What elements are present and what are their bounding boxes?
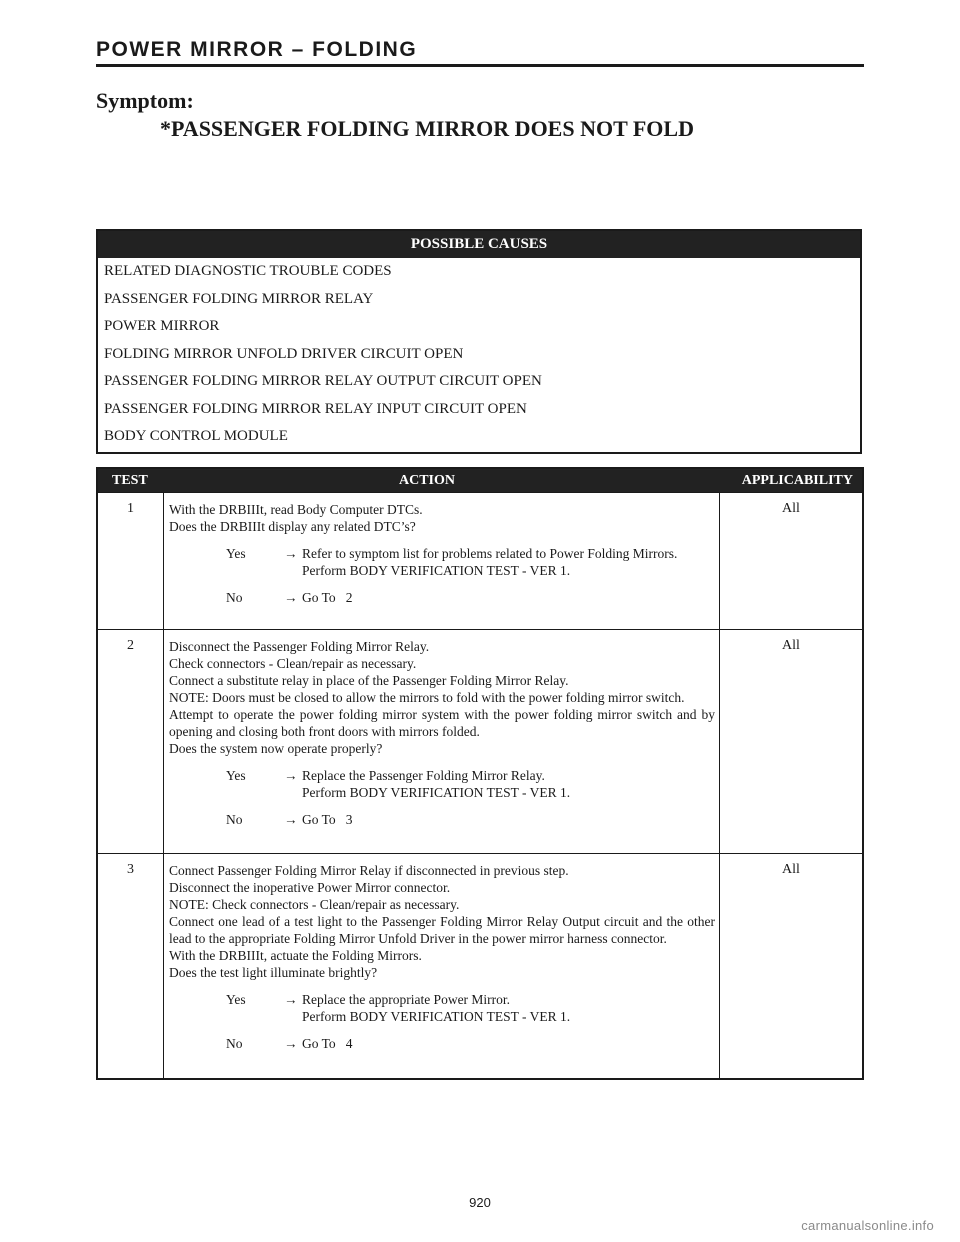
- action-line: Does the system now operate properly?: [169, 741, 383, 756]
- symptom-title: *PASSENGER FOLDING MIRROR DOES NOT FOLD: [160, 116, 694, 141]
- no-response: [169, 811, 715, 828]
- test-row-2: [98, 629, 862, 853]
- no-label: No: [226, 812, 243, 827]
- yes-response: [169, 991, 715, 1025]
- action-line: Check connectors - Clean/repair as necessary.: [169, 656, 417, 671]
- column-header-action: ACTION: [399, 473, 456, 488]
- yes-label: Yes: [226, 768, 246, 783]
- test-number: 2: [98, 630, 164, 853]
- cause-item: BODY CONTROL MODULE: [104, 428, 288, 444]
- test-applicability: All: [782, 501, 800, 516]
- response-line: Go To 3: [302, 812, 353, 827]
- arrow-icon: →: [284, 812, 298, 827]
- action-line: Disconnect the inoperative Power Mirror connector.: [169, 880, 451, 895]
- test-applicability: All: [782, 638, 800, 653]
- cause-item: POWER MIRROR: [104, 318, 220, 334]
- section-title: POWER MIRROR – FOLDING: [96, 38, 418, 61]
- action-line: Disconnect the Passenger Folding Mirror Relay.: [169, 639, 430, 654]
- test-row-1: [98, 492, 862, 629]
- arrow-icon: →: [284, 992, 298, 1007]
- response-line: Perform BODY VERIFICATION TEST - VER 1.: [302, 1009, 571, 1024]
- response-line: Go To 2: [302, 590, 353, 605]
- yes-label: Yes: [226, 992, 246, 1007]
- cause-item: PASSENGER FOLDING MIRROR RELAY: [104, 290, 374, 307]
- action-line: With the DRBIIIt, read Body Computer DTCs.: [169, 502, 423, 517]
- response-line: Perform BODY VERIFICATION TEST - VER 1.: [302, 785, 571, 800]
- action-line: NOTE: Check connectors - Clean/repair as necessary.: [169, 897, 460, 912]
- possible-causes-table: [96, 229, 862, 454]
- response-line: Refer to symptom list for problems related to Power Folding Mirrors.: [302, 546, 678, 561]
- action-line: Connect a substitute relay in place of the Passenger Folding Mirror Relay.: [169, 673, 569, 688]
- arrow-icon: →: [284, 1036, 298, 1051]
- column-header-test: TEST: [112, 473, 148, 488]
- test-action: [164, 630, 720, 853]
- page-number: 920: [469, 1195, 491, 1210]
- possible-causes-heading: POSSIBLE CAUSES: [98, 231, 860, 258]
- action-line: Attempt to operate the power folding mirror system with the power folding mirror switch and by opening and closing both front doors with mirrors folded.: [169, 707, 715, 739]
- symptom-label: Symptom:: [96, 88, 194, 113]
- test-action: [164, 493, 720, 629]
- no-label: No: [226, 1036, 243, 1051]
- arrow-icon: →: [284, 546, 298, 561]
- cause-item: PASSENGER FOLDING MIRROR RELAY OUTPUT CIRCUIT OPEN: [104, 373, 542, 389]
- action-line: NOTE: Doors must be closed to allow the mirrors to fold with the power folding mirror switch.: [169, 690, 685, 705]
- arrow-icon: →: [284, 768, 298, 783]
- response-line: Perform BODY VERIFICATION TEST - VER 1.: [302, 563, 571, 578]
- test-action-table: [96, 467, 864, 1080]
- no-label: No: [226, 590, 243, 605]
- test-applicability: All: [782, 862, 800, 877]
- yes-response: [169, 545, 715, 579]
- action-line: Connect Passenger Folding Mirror Relay if disconnected in previous step.: [169, 863, 569, 878]
- response-line: Replace the appropriate Power Mirror.: [302, 992, 511, 1007]
- no-response: [169, 589, 715, 606]
- cause-item: PASSENGER FOLDING MIRROR RELAY INPUT CIRCUIT OPEN: [104, 400, 527, 417]
- cause-item: RELATED DIAGNOSTIC TROUBLE CODES: [104, 263, 392, 279]
- action-line: Does the test light illuminate brightly?: [169, 965, 378, 980]
- yes-label: Yes: [226, 546, 246, 561]
- action-line: Does the DRBIIIt display any related DTC’s?: [169, 519, 416, 534]
- section-header: [96, 38, 864, 67]
- cause-item: FOLDING MIRROR UNFOLD DRIVER CIRCUIT OPEN: [104, 345, 464, 362]
- watermark: carmanualsonline.info: [801, 1218, 934, 1233]
- test-number: 3: [98, 854, 164, 1078]
- response-line: Go To 4: [302, 1036, 353, 1051]
- yes-response: [169, 767, 715, 801]
- column-header-applicability: APPLICABILITY: [741, 473, 853, 488]
- response-line: Replace the Passenger Folding Mirror Relay.: [302, 768, 545, 783]
- test-table-header: [98, 469, 862, 492]
- no-response: [169, 1035, 715, 1052]
- test-number: 1: [98, 493, 164, 629]
- test-action: [164, 854, 720, 1078]
- action-line: Connect one lead of a test light to the Passenger Folding Mirror Relay Output circuit and the other lead to the appropriate Folding Mirror Unfold Driver in the power mirror harness connector.: [169, 914, 715, 946]
- action-line: With the DRBIIIt, actuate the Folding Mirrors.: [169, 948, 422, 963]
- test-row-3: [98, 853, 862, 1078]
- arrow-icon: →: [284, 590, 298, 605]
